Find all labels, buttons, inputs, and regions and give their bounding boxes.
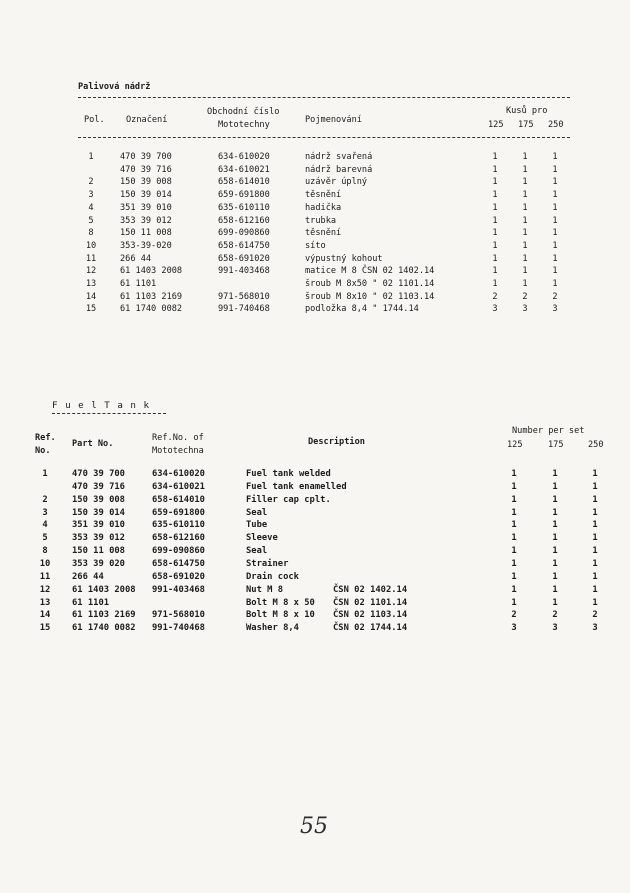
english-cell-part: 150 11 008: [72, 546, 125, 557]
english-cell-q125: 1: [511, 469, 517, 479]
english-cell-q250: 2: [592, 610, 598, 621]
english-table-row: [0, 559, 630, 569]
english-table-row: [0, 598, 630, 608]
czech-header-pojmenovani: Pojmenování: [305, 115, 362, 125]
czech-cell-nazev: matice M 8 ČSN 02 1402.14: [305, 266, 435, 277]
english-table-row: [0, 482, 630, 492]
czech-header-obchodni-1: Obchodní číslo: [207, 107, 280, 117]
english-cell-part: 470 39 700: [72, 469, 125, 479]
czech-cell-q125: 1: [492, 202, 498, 213]
english-cell-q125: 1: [511, 494, 517, 505]
english-cell-csn: ČSN 02 1101.14: [333, 597, 408, 608]
english-header-refno-1: Ref.No. of: [152, 433, 204, 443]
english-table-row: [0, 623, 630, 633]
czech-cell-q175: 1: [522, 253, 528, 264]
czech-cell-q125: 1: [492, 253, 498, 264]
english-cell-ref: 11: [39, 571, 51, 582]
english-cell-part: 470 39 716: [72, 481, 125, 492]
english-table-row: [0, 495, 630, 505]
czech-cell-q250: 3: [552, 304, 558, 315]
czech-cell-oznaceni: 353-39-020: [120, 240, 172, 251]
english-cell-part: 266 44: [72, 571, 104, 582]
czech-cell-q125: 3: [492, 304, 498, 315]
czech-header-obchodni-2: Mototechny: [218, 120, 270, 130]
czech-cell-nazev: nádrž barevná: [305, 164, 373, 175]
english-table-row: [0, 469, 630, 479]
english-cell-desc: Tube: [246, 520, 268, 531]
english-header-175: 175: [548, 440, 564, 450]
english-cell-refno: 699-090860: [152, 546, 205, 557]
english-cell-desc: Bolt M 8 x 50: [246, 597, 315, 608]
czech-cell-nazev: podložka 8,4 " 1744.14: [305, 304, 419, 315]
english-cell-refno: 991-740468: [152, 623, 205, 634]
english-cell-q175: 1: [552, 597, 558, 608]
english-cell-q175: 1: [552, 481, 558, 492]
english-cell-refno: 658-691020: [152, 571, 205, 582]
english-cell-q175: 1: [552, 533, 558, 544]
english-cell-q175: 1: [552, 584, 558, 595]
english-cell-desc: Seal: [246, 507, 268, 518]
czech-cell-q125: 1: [492, 164, 498, 175]
english-table-row: [0, 520, 630, 530]
czech-cell-nazev: těsnění: [305, 190, 342, 201]
english-cell-q250: 1: [592, 533, 598, 544]
english-cell-q250: 1: [592, 597, 598, 608]
english-cell-q175: 1: [552, 558, 558, 569]
english-cell-q175: 1: [552, 507, 558, 518]
english-cell-refno: 634-610021: [152, 481, 205, 492]
english-cell-part: 353 39 020: [72, 558, 125, 569]
english-cell-q175: 1: [552, 546, 558, 557]
english-cell-part: 61 1103 2169: [72, 610, 136, 621]
czech-cell-nazev: výpustný kohout: [305, 253, 383, 264]
czech-cell-nazev: trubka: [305, 215, 337, 226]
czech-cell-q175: 1: [522, 202, 528, 213]
czech-table-row: [0, 266, 630, 276]
czech-cell-oznaceni: 351 39 010: [120, 202, 172, 213]
czech-cell-obchodni: 991-403468: [218, 266, 270, 277]
czech-cell-q125: 1: [492, 190, 498, 201]
czech-cell-nazev: šroub M 8x50 " 02 1101.14: [305, 279, 435, 289]
czech-cell-q125: 1: [492, 279, 498, 289]
english-cell-q250: 1: [592, 494, 598, 505]
czech-cell-q175: 1: [522, 190, 528, 201]
english-cell-refno: 658-614750: [152, 558, 205, 569]
czech-cell-q175: 1: [522, 266, 528, 277]
english-cell-part: 351 39 010: [72, 520, 125, 531]
czech-table-row: [0, 216, 630, 226]
english-header-ref-2: No.: [35, 446, 51, 456]
english-cell-part: 150 39 014: [72, 507, 125, 518]
english-cell-desc: Bolt M 8 x 10: [246, 610, 315, 621]
english-header-part-no: Part No.: [72, 439, 114, 449]
czech-cell-q125: 1: [492, 152, 498, 162]
czech-cell-q250: 1: [552, 228, 558, 239]
english-cell-ref: 3: [42, 507, 48, 518]
english-cell-q125: 1: [511, 558, 517, 569]
czech-header-oznaceni: Označení: [126, 115, 168, 125]
czech-header-rule: [78, 137, 570, 138]
czech-cell-obchodni: 658-612160: [218, 215, 270, 226]
czech-header-125: 125: [488, 120, 504, 130]
english-cell-desc: Filler cap cplt.: [246, 494, 331, 505]
english-table-row: [0, 533, 630, 543]
english-cell-q250: 1: [592, 571, 598, 582]
czech-header-pol: Pol.: [84, 115, 105, 125]
czech-cell-q125: 1: [492, 215, 498, 226]
czech-cell-pol: 13: [85, 279, 97, 289]
english-cell-ref: 1: [42, 469, 48, 479]
english-table-row: [0, 546, 630, 556]
czech-cell-nazev: těsnění: [305, 228, 342, 239]
czech-cell-nazev: uzávěr úplný: [305, 177, 368, 188]
english-cell-q125: 1: [511, 584, 517, 595]
czech-cell-q175: 1: [522, 215, 528, 226]
czech-cell-oznaceni: 61 1101: [120, 279, 157, 289]
english-cell-q250: 1: [592, 469, 598, 479]
czech-cell-obchodni: 971-568010: [218, 291, 270, 302]
english-cell-q125: 3: [511, 623, 517, 634]
english-cell-csn: ČSN 02 1402.14: [333, 584, 408, 595]
czech-table-row: [0, 203, 630, 213]
czech-cell-oznaceni: 61 1740 0082: [120, 304, 183, 315]
english-cell-q175: 1: [552, 520, 558, 531]
czech-cell-q175: 1: [522, 240, 528, 251]
czech-table-row: [0, 228, 630, 238]
english-table-row: [0, 610, 630, 620]
czech-cell-obchodni: 635-610110: [218, 202, 270, 213]
czech-table-row: [0, 279, 630, 289]
english-cell-refno: 634-610020: [152, 469, 205, 479]
czech-cell-q250: 1: [552, 279, 558, 289]
english-cell-part: 61 1101: [72, 597, 110, 608]
english-title-underline: [52, 413, 166, 414]
czech-cell-oznaceni: 470 39 700: [120, 152, 172, 162]
english-cell-refno: 991-403468: [152, 584, 205, 595]
czech-cell-q250: 1: [552, 215, 558, 226]
czech-cell-pol: 15: [85, 304, 97, 315]
czech-cell-obchodni: 659-691800: [218, 190, 270, 201]
czech-cell-q175: 1: [522, 228, 528, 239]
english-cell-q250: 3: [592, 623, 598, 634]
english-header-refno-2: Mototechna: [152, 446, 204, 456]
english-cell-ref: 14: [39, 610, 51, 621]
english-cell-refno: 971-568010: [152, 610, 205, 621]
czech-cell-q250: 1: [552, 152, 558, 162]
english-cell-q125: 1: [511, 481, 517, 492]
czech-table-row: [0, 165, 630, 175]
czech-cell-obchodni: 658-614010: [218, 177, 270, 188]
english-cell-ref: 2: [42, 494, 48, 505]
english-cell-q175: 1: [552, 469, 558, 479]
czech-cell-obchodni: 991-740468: [218, 304, 270, 315]
czech-cell-pol: 1: [88, 152, 94, 162]
czech-cell-q125: 2: [492, 291, 498, 302]
czech-cell-pol: 5: [88, 215, 94, 226]
czech-cell-obchodni: 634-610020: [218, 152, 270, 162]
czech-cell-q250: 1: [552, 240, 558, 251]
english-cell-q250: 1: [592, 584, 598, 595]
english-cell-csn: ČSN 02 1103.14: [333, 610, 408, 621]
czech-cell-q250: 2: [552, 291, 558, 302]
english-cell-ref: 10: [39, 558, 51, 569]
czech-cell-q250: 1: [552, 190, 558, 201]
english-cell-q125: 1: [511, 507, 517, 518]
english-cell-desc: Fuel tank enamelled: [246, 481, 347, 492]
english-cell-part: 61 1403 2008: [72, 584, 136, 595]
czech-cell-pol: 12: [85, 266, 97, 277]
english-cell-desc: Nut M 8: [246, 584, 284, 595]
czech-cell-obchodni: 699-090860: [218, 228, 270, 239]
english-cell-ref: 8: [42, 546, 48, 557]
english-cell-q125: 1: [511, 533, 517, 544]
czech-cell-oznaceni: 470 39 716: [120, 164, 172, 175]
english-cell-desc: Washer 8,4: [246, 623, 299, 634]
czech-cell-q125: 1: [492, 228, 498, 239]
czech-table-row: [0, 254, 630, 264]
english-cell-q250: 1: [592, 481, 598, 492]
english-header-number-per-set: Number per set: [512, 426, 585, 436]
english-header-250: 250: [588, 440, 604, 450]
english-header-ref-1: Ref.: [35, 433, 56, 443]
czech-cell-obchodni: 634-610021: [218, 164, 270, 175]
czech-cell-q175: 1: [522, 152, 528, 162]
english-cell-q125: 1: [511, 546, 517, 557]
czech-cell-nazev: šroub M 8x10 " 02 1103.14: [305, 291, 435, 302]
english-cell-q250: 1: [592, 520, 598, 531]
czech-cell-q250: 1: [552, 202, 558, 213]
english-cell-ref: 5: [42, 533, 48, 544]
english-section-title: F u e l T a n k: [52, 400, 150, 411]
czech-header-kusu: Kusů pro: [506, 106, 548, 116]
czech-cell-pol: 11: [85, 253, 97, 264]
english-table-row: [0, 585, 630, 595]
czech-table-row: [0, 292, 630, 302]
czech-cell-oznaceni: 61 1403 2008: [120, 266, 183, 277]
english-cell-q250: 1: [592, 546, 598, 557]
czech-header-250: 250: [548, 120, 564, 130]
czech-cell-oznaceni: 61 1103 2169: [120, 291, 183, 302]
english-table-row: [0, 508, 630, 518]
czech-cell-nazev: hadička: [305, 202, 342, 213]
english-cell-desc: Fuel tank welded: [246, 469, 331, 479]
english-cell-refno: 658-612160: [152, 533, 205, 544]
english-cell-refno: 635-610110: [152, 520, 205, 531]
english-table-row: [0, 572, 630, 582]
english-cell-q250: 1: [592, 558, 598, 569]
english-cell-part: 150 39 008: [72, 494, 125, 505]
english-cell-ref: 15: [39, 623, 51, 634]
english-cell-refno: 658-614010: [152, 494, 205, 505]
czech-table-row: [0, 304, 630, 314]
czech-cell-obchodni: 658-614750: [218, 240, 270, 251]
czech-cell-pol: 4: [88, 202, 94, 213]
english-cell-desc: Drain cock: [246, 571, 299, 582]
page-number: 55: [300, 814, 328, 839]
czech-cell-q175: 1: [522, 177, 528, 188]
czech-cell-q175: 1: [522, 164, 528, 175]
english-cell-refno: 659-691800: [152, 507, 205, 518]
english-cell-desc: Seal: [246, 546, 268, 557]
english-cell-part: 61 1740 0082: [72, 623, 136, 634]
czech-cell-q250: 1: [552, 164, 558, 175]
english-cell-ref: 13: [39, 597, 51, 608]
czech-cell-oznaceni: 150 39 014: [120, 190, 172, 201]
czech-cell-nazev: síto: [305, 240, 326, 251]
czech-cell-pol: 2: [88, 177, 94, 188]
english-cell-csn: ČSN 02 1744.14: [333, 623, 408, 634]
czech-cell-q250: 1: [552, 177, 558, 188]
english-cell-ref: 4: [42, 520, 48, 531]
czech-cell-q125: 1: [492, 240, 498, 251]
czech-cell-pol: 3: [88, 190, 94, 201]
english-header-description: Description: [308, 437, 365, 447]
english-cell-q250: 1: [592, 507, 598, 518]
english-cell-q175: 1: [552, 494, 558, 505]
english-cell-q125: 2: [511, 610, 517, 621]
english-cell-ref: 12: [39, 584, 51, 595]
czech-cell-pol: 10: [85, 240, 97, 251]
czech-cell-oznaceni: 266 44: [120, 253, 152, 264]
czech-section-title: Palivová nádrž: [78, 82, 151, 92]
czech-top-rule: [78, 97, 570, 98]
english-cell-desc: Strainer: [246, 558, 289, 569]
czech-cell-q250: 1: [552, 253, 558, 264]
english-cell-q125: 1: [511, 520, 517, 531]
czech-table-row: [0, 152, 630, 162]
czech-cell-pol: 8: [88, 228, 94, 239]
czech-table-row: [0, 177, 630, 187]
czech-cell-oznaceni: 353 39 012: [120, 215, 172, 226]
czech-cell-q175: 3: [522, 304, 528, 315]
czech-cell-oznaceni: 150 11 008: [120, 228, 172, 239]
english-header-125: 125: [507, 440, 523, 450]
english-cell-q125: 1: [511, 571, 517, 582]
czech-cell-pol: 14: [85, 291, 97, 302]
english-cell-q175: 2: [552, 610, 558, 621]
english-cell-desc: Sleeve: [246, 533, 278, 544]
czech-cell-q250: 1: [552, 266, 558, 277]
czech-table-row: [0, 190, 630, 200]
english-cell-q175: 3: [552, 623, 558, 634]
english-cell-q125: 1: [511, 597, 517, 608]
english-cell-part: 353 39 012: [72, 533, 125, 544]
czech-cell-nazev: nádrž svařená: [305, 152, 373, 162]
czech-table-row: [0, 241, 630, 251]
czech-cell-q175: 2: [522, 291, 528, 302]
czech-cell-q175: 1: [522, 279, 528, 289]
english-cell-q175: 1: [552, 571, 558, 582]
czech-cell-q125: 1: [492, 266, 498, 277]
czech-cell-q125: 1: [492, 177, 498, 188]
czech-cell-obchodni: 658-691020: [218, 253, 270, 264]
czech-cell-oznaceni: 150 39 008: [120, 177, 172, 188]
czech-header-175: 175: [518, 120, 534, 130]
